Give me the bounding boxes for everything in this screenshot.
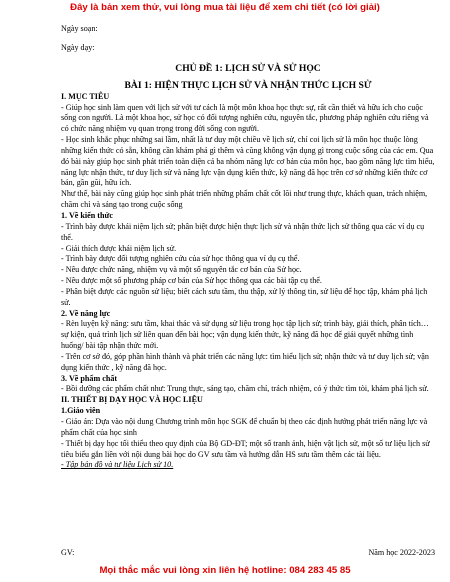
knowledge-item-3: - Trình bày được đối tượng nghiên cứu của sử học thông qua ví dụ cụ thể.: [61, 254, 300, 264]
knowledge-item-1: - Trình bày được khái niệm lịch sử; phân biệt được hiện thực lịch sử và nhận thức lịch sử thông qua các ví dụ cụ thể.: [61, 221, 425, 242]
quality-item-1: - Bồi dưỡng các phẩm chất như: Trung thực, sáng tạo, chăm chỉ, trách nhiệm, có ý thức tìm tòi, khám phá lịch sử.: [61, 384, 429, 394]
knowledge-item-2: - Giải thích được khái niệm lịch sử.: [61, 243, 177, 253]
objective-paragraph-1: - Giúp học sinh làm quen với lịch sử với tư cách là một môn khoa học thực sự, rất cần thiết và hữu ích cho cuộc sống con người. Là một khoa học, sử học có đối tượng nghiên cứu, nguyên tắc, phương pháp nghiên cứu riêng và có chức năng nhiệm vụ quan trọng trong đời sống con người.: [61, 102, 429, 134]
lesson-title: BÀI 1: HIỆN THỰC LỊCH SỬ VÀ NHẬN THỨC LỊCH SỬ: [124, 79, 372, 91]
ngay-soan-line: Ngày soạn:: [61, 24, 98, 33]
subheading-knowledge: 1. Về kiến thức: [61, 210, 113, 220]
ngay-day-line: Ngày dạy:: [61, 42, 95, 52]
objective-paragraph-3: Như thế, bài này cũng giúp học sinh phát triển những phẩm chất cốt lõi như trung thực, khách quan, trách nhiệm, chăm chỉ và sáng tạo trong cuộc sống: [61, 189, 428, 210]
objective-paragraph-2: - Học sinh khắc phục những sai lầm, nhất là tư duy một chiều về lịch sử, chỉ coi lịch sử là môn học thuộc lòng những kiến thức có sẵn, không cần khám phá gì thêm và cũng không vận dụng gì trong cuộc sống của các em. Qua đó bài này giúp học sinh phát triển toàn diện cả ba nhóm năng lực cơ bản của môn học, bao gồm năng lực tìm hiểu, năng lực nhận thức, tư duy lịch sử và năng lực vận dụng kiến thức, kỹ năng đã học trên cơ sở những kiến thức cơ bản, gần gũi, hữu ích.: [61, 135, 435, 188]
section-heading-objectives: I. MỤC TIÊU: [61, 91, 110, 101]
hotline-banner: Mọi thắc mắc vui lòng xin liên hệ hotline: 084 283 45 85: [99, 565, 351, 576]
subheading-teacher: 1.Giáo viên: [61, 406, 101, 416]
topic-title: CHỦ ĐỀ 1: LỊCH SỬ VÀ SỬ HỌC: [175, 62, 321, 74]
footer-teacher-label: GV:: [61, 548, 75, 557]
skill-item-2: - Trên cơ sở đó, góp phần hình thành và phát triển các năng lực: tìm hiểu lịch sử; nhận thức và tư duy lịch sử; vận dụng kiến thức , kỹ năng đã học.: [61, 351, 429, 372]
page-footer: [61, 548, 435, 558]
knowledge-item-5: - Nêu được một số phương pháp cơ bản của Sử học thông qua các bài tập cụ thể.: [61, 276, 322, 286]
subheading-qualities: 3. Về phẩm chất: [61, 373, 118, 383]
teacher-item-3: - Tập bản đồ và tư liệu Lịch sử 10.: [61, 460, 174, 470]
subheading-skills: 2. Về năng lực: [61, 308, 111, 318]
footer-school-year: Năm học 2022-2023: [368, 548, 435, 557]
document-body: [61, 24, 435, 471]
skill-item-1: - Rèn luyện kỹ năng: sưu tầm, khai thác và sử dụng sử liệu trong học tập lịch sử; trình bày, giải thích, phân tích… sự kiện, quá trình lịch sử liên quan đến bài học; vận dụng kiến thức, kỹ năng đã học để giải quyết những tình huống/ bài tập nhận thức mới.: [61, 319, 429, 351]
knowledge-item-4: - Nêu được chức năng, nhiệm vụ và một số nguyên tắc cơ bản của Sử học.: [61, 265, 302, 275]
section-heading-equipment: II. THIẾT BỊ DẠY HỌC VÀ HỌC LIỆU: [61, 395, 203, 405]
teacher-item-2: - Thiết bị dạy học tối thiểu theo quy định của Bộ GD-ĐT; một số tranh ảnh, hiện vật lịch sử, một số tư liệu lịch sử tiêu biểu gắn liền với nội dung bài học do GV sưu tầm và hướng dẫn HS sưu tầm thêm các tài liệu.: [61, 438, 430, 459]
preview-notice-banner: Đây là bản xem thử, vui lòng mua tài liệu để xem chi tiết (có lời giải): [70, 2, 380, 13]
teacher-item-1: - Giáo án: Dựa vào nội dung Chương trình môn học SGK để chuẩn bị theo các định hướng phát triển năng lực và phẩm chất của học sinh: [61, 417, 428, 437]
knowledge-item-6: - Phân biệt được các nguồn sử liệu; biết cách sưu tầm, thu thập, xử lý thông tin, sử liệu để học tập, khám phá lịch sử.: [61, 286, 428, 307]
